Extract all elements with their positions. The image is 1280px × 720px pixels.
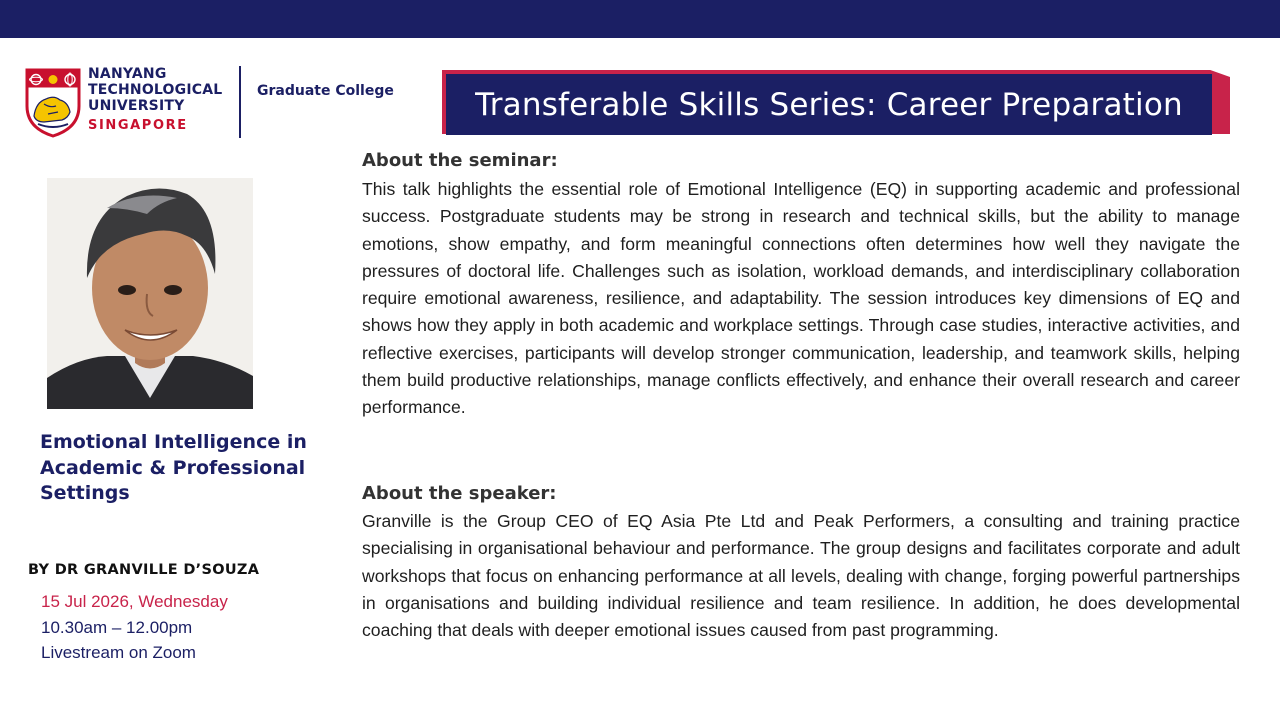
event-venue: Livestream on Zoom xyxy=(41,643,196,662)
speaker-heading: About the speaker: xyxy=(362,483,557,504)
title-banner xyxy=(446,74,1212,135)
series-title: Transferable Skills Series: Career Preparation xyxy=(475,86,1183,123)
top-header-bar xyxy=(0,0,1280,38)
event-time: 10.30am – 12.00pm xyxy=(41,618,193,637)
talk-title: Emotional Intelligence in Academic & Professional Settings xyxy=(40,431,307,504)
seminar-heading: About the seminar: xyxy=(362,150,558,171)
logo-divider xyxy=(239,66,241,138)
seminar-description: This talk highlights the essential role of Emotional Intelligence (EQ) in supporting academic and professional success. Postgraduate students may be strong in research and technical skills, but the ability to manage emotions, show empathy, and form meaningful connections often determines how well they navigate the pressures of doctoral life. Challenges such as isolation, workload demands, and interdisciplinary collaboration require emotional awareness, resilience, and adaptability. The session introduces key dimensions of EQ and shows how they apply in both academic and workplace settings. Through case studies, interactive activities, and reflective exercises, participants will develop stronger communication, leadership, and teamwork skills, helping them build productive relationships, manage conflicts effectively, and enhance their overall research and career performance. xyxy=(362,179,1240,418)
speaker-byline: BY DR GRANVILLE D’SOUZA xyxy=(28,562,260,578)
ntu-logo xyxy=(24,64,404,140)
university-country: SINGAPORE xyxy=(88,118,188,133)
university-crest-icon xyxy=(24,66,82,138)
speaker-portrait-image xyxy=(47,178,253,409)
university-name-line-1: NANYANG xyxy=(88,66,167,82)
university-name-line-3: UNIVERSITY xyxy=(88,98,185,114)
speaker-photo xyxy=(47,178,253,409)
university-name-line-2: TECHNOLOGICAL xyxy=(88,82,223,98)
university-name xyxy=(88,66,222,114)
speaker-description: Granville is the Group CEO of EQ Asia Pte Ltd and Peak Performers, a consulting and training practice specialising in organisational behaviour and performance. The group designs and facilitates corporate and adult workshops that focus on enhancing performance at all levels, dealing with change, forging powerful partnerships in organisations and building individual resilience and team resilience. In addition, he does developmental coaching that deals with deeper emotional issues caused from past programming. xyxy=(362,511,1240,641)
graduate-college-label: Graduate College xyxy=(257,83,394,99)
event-date: 15 Jul 2026, Wednesday xyxy=(41,592,228,611)
